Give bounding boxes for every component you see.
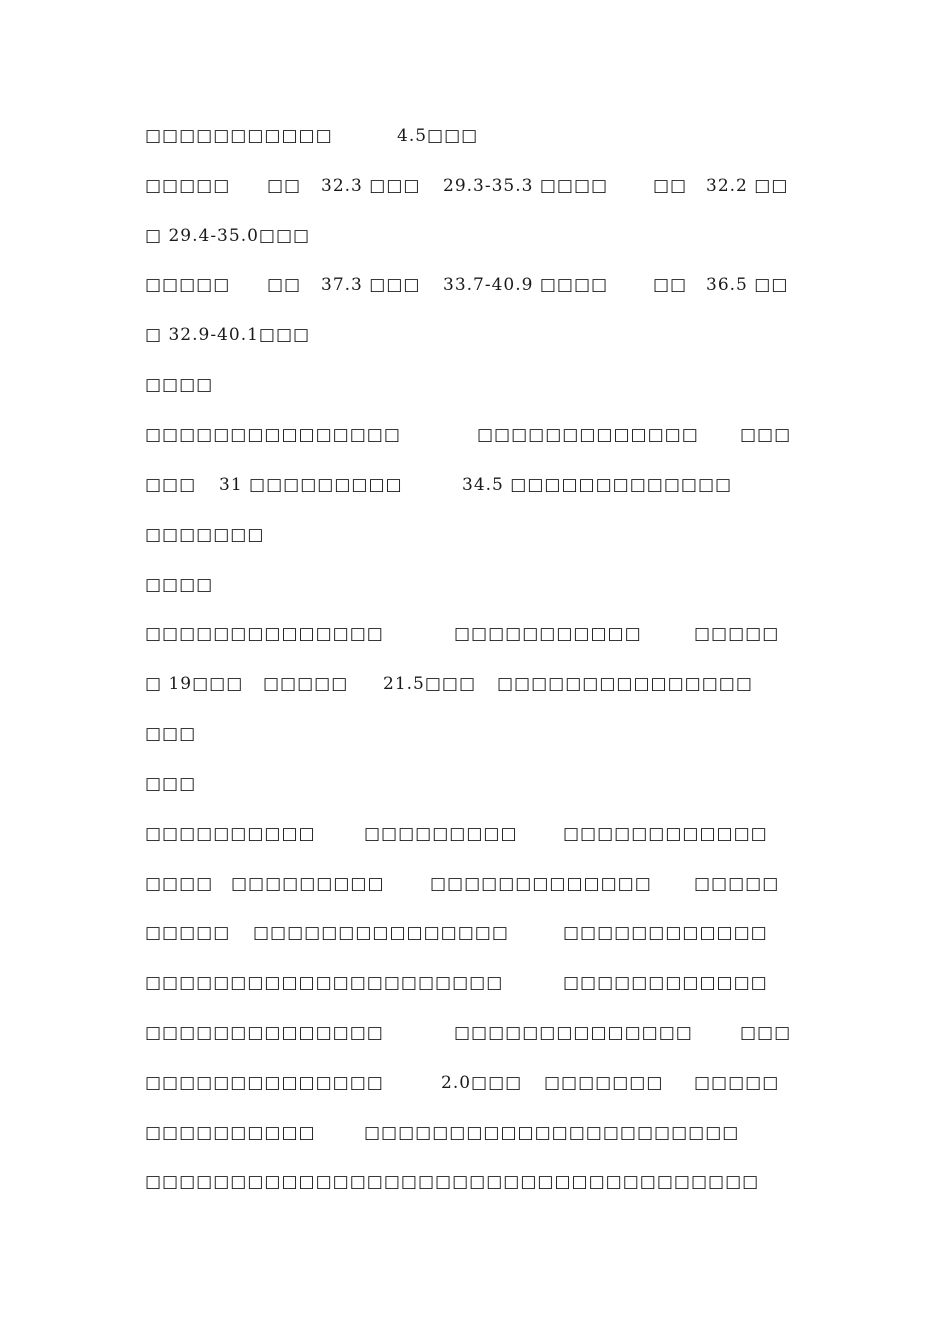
text-segment: □ 19□□□ [145, 674, 244, 694]
text-segment: □□□□□ [694, 1073, 780, 1093]
text-line [0, 822, 950, 846]
text-segment: □□□□□□□□□□□□□□□ [145, 425, 401, 445]
text-line [0, 174, 950, 198]
text-segment: □□□□□□□□□□□□□ [477, 425, 699, 445]
text-segment: 37.3 □□□ [321, 275, 421, 295]
text-segment: □□□□□□□□□□□□□□ [145, 1023, 384, 1043]
text-line [0, 224, 950, 248]
text-segment: 4.5□□□ [397, 126, 479, 146]
text-line [0, 971, 950, 995]
text-segment: □□□□□□□□□□□□□□□□□□□□□□ [364, 1123, 740, 1143]
text-segment: □□□ [145, 724, 197, 744]
text-segment: □□□□ [145, 375, 214, 395]
text-segment: □□□□□ [145, 275, 231, 295]
text-line [0, 273, 950, 297]
text-segment: □□□□□□□□□□□ [145, 126, 333, 146]
text-line [0, 1071, 950, 1095]
text-line [0, 323, 950, 347]
text-segment: □□□□□ [694, 624, 780, 644]
text-line [0, 722, 950, 746]
text-line [0, 473, 950, 497]
text-line [0, 622, 950, 646]
text-segment: 32.3 □□□ [321, 176, 421, 196]
text-segment: 34.5 □□□□□□□□□□□□□ [462, 475, 733, 495]
text-line [0, 772, 950, 796]
text-segment: □□ [267, 275, 302, 295]
text-segment: □□□□□□□□□□□□□□□□□□□□□ [145, 973, 504, 993]
text-segment: 2.0□□□ [441, 1073, 523, 1093]
text-segment: □□□□ [145, 575, 214, 595]
text-segment: □□□ [740, 425, 792, 445]
text-segment: □□□□□ [145, 176, 231, 196]
text-segment: □□□□□□□ [544, 1073, 664, 1093]
text-segment: □□□□□□□□□□□□ [563, 824, 768, 844]
text-segment: □□□□□ [694, 874, 780, 894]
text-segment: □□□□□□□□□□□□ [563, 973, 768, 993]
text-segment: □□□ [145, 774, 197, 794]
text-segment: □□□□□□□□□ [364, 824, 518, 844]
text-line [0, 1170, 950, 1194]
text-segment: □□□□□□□□□ [231, 874, 385, 894]
text-segment: □□□□□□□□□□□□□□ [145, 1073, 384, 1093]
text-line [0, 373, 950, 397]
text-segment: 36.5 □□ [706, 275, 789, 295]
text-line [0, 523, 950, 547]
text-segment: □□ [267, 176, 302, 196]
text-segment: □□□□ [145, 874, 214, 894]
text-segment: □□□□□ [263, 674, 349, 694]
text-segment: □□□□□□□□□□□□□ [430, 874, 652, 894]
text-line [0, 1121, 950, 1145]
text-line [0, 1021, 950, 1045]
text-line [0, 921, 950, 945]
text-segment: □□□□□□□□□□ [145, 1123, 316, 1143]
text-segment: 29.3-35.3 □□□□ [443, 176, 609, 196]
text-segment: □□□□□□□□□□□□□□ [454, 1023, 693, 1043]
text-line [0, 872, 950, 896]
text-segment: □□ [653, 176, 688, 196]
text-segment: □□□□□□□□□□□□ [563, 923, 768, 943]
text-segment: □□□□□□□ [145, 525, 265, 545]
text-segment: □ 32.9-40.1□□□ [145, 325, 311, 345]
text-segment: □□□□□□□□□□□□□□□□□□□□□□□□□□□□□□□□□□□□ [145, 1172, 760, 1192]
text-segment: □□□□□□□□□□□□□□□ [497, 674, 753, 694]
text-segment: □□□ [740, 1023, 792, 1043]
text-segment: □□□□□□□□□□□□□□□ [253, 923, 509, 943]
text-segment: □□□□□ [145, 923, 231, 943]
text-segment: 33.7-40.9 □□□□ [443, 275, 609, 295]
text-segment: □□ [653, 275, 688, 295]
text-segment: □□□□□□□□□□□□□□ [145, 624, 384, 644]
text-segment: 31 □□□□□□□□□ [219, 475, 403, 495]
text-segment: □□□□□□□□□□ [145, 824, 316, 844]
text-line [0, 672, 950, 696]
text-segment: 32.2 □□ [706, 176, 789, 196]
text-segment: 21.5□□□ [383, 674, 477, 694]
text-line [0, 423, 950, 447]
text-line [0, 124, 950, 148]
text-segment: □ 29.4-35.0□□□ [145, 226, 311, 246]
text-segment: □□□□□□□□□□□ [454, 624, 642, 644]
text-segment: □□□ [145, 475, 197, 495]
text-line [0, 573, 950, 597]
